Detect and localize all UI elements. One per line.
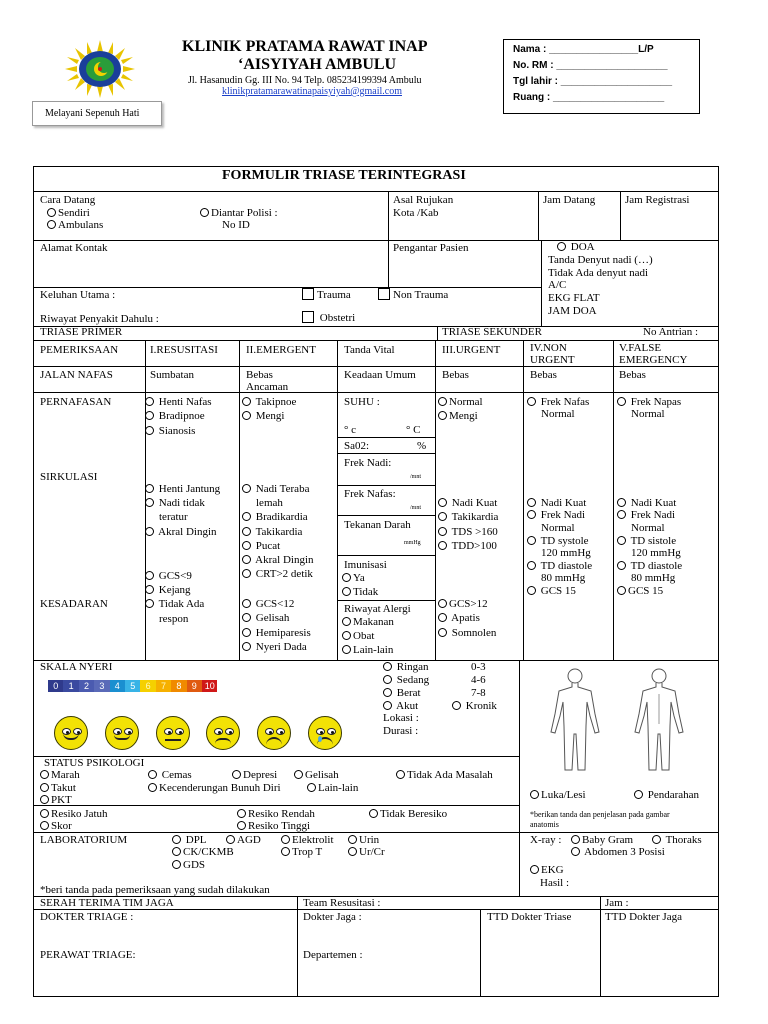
triase-sekunder-label: TRIASE SEKUNDER <box>442 326 542 338</box>
radio-icon <box>438 628 447 637</box>
ttd-dokter-jaga-label: TTD Dokter Jaga <box>605 911 682 923</box>
radio-icon <box>40 783 49 792</box>
radio-icon <box>438 527 447 536</box>
clinic-email[interactable]: klinikpratamarawatinapaisyiyah@gmail.com <box>222 86 402 97</box>
radio-icon <box>617 510 626 519</box>
option-tds-160[interactable]: TDS >160 <box>438 526 498 538</box>
radio-icon <box>527 498 536 507</box>
radio-icon <box>145 498 154 507</box>
option-gcs-15-n[interactable]: GCS 15 <box>527 585 576 597</box>
laboratorium-label: LABORATORIUM <box>40 834 128 846</box>
radio-icon <box>148 770 157 779</box>
keluhan-utama-label: Keluhan Utama : <box>40 289 116 301</box>
pain-scale-8: 8 <box>171 680 186 692</box>
option-obat[interactable]: Obat <box>342 630 374 642</box>
frek-nafas-unit: /mnt <box>410 505 422 511</box>
pain-range: 0-3 <box>471 661 486 673</box>
option-cemas[interactable]: Cemas <box>148 769 192 781</box>
option-ringan[interactable]: Ringan <box>383 661 429 673</box>
option-somnolen[interactable]: Somnolen <box>438 627 496 639</box>
patient-rm: No. RM : ____________________ <box>513 60 668 71</box>
option-tidak-ada-masalah[interactable]: Tidak Ada Masalah <box>396 769 493 781</box>
cara-datang-label: Cara Datang <box>40 194 96 206</box>
body-map-note: *berikan tanda dan penjelasan pada gambar <box>530 810 670 819</box>
option-td-diastole-f[interactable]: TD diastole <box>617 560 682 572</box>
perawat-triage-label: PERAWAT TRIAGE: <box>40 949 136 961</box>
col-pemeriksaan: PEMERIKSAAN <box>40 344 119 356</box>
col-urgent: III.URGENT <box>442 344 501 356</box>
checkbox-non-trauma[interactable]: Non Trauma <box>378 288 448 301</box>
alamat-kontak-label: Alamat Kontak <box>40 242 108 254</box>
dokter-triage-label: DOKTER TRIAGE : <box>40 911 134 923</box>
doa-line: JAM DOA <box>548 305 597 317</box>
radio-icon <box>172 847 181 856</box>
option-henti-jantung[interactable]: Henti Jantung <box>145 483 220 495</box>
radio-icon <box>242 484 251 493</box>
radio-icon <box>47 220 56 229</box>
pain-range: 4-6 <box>471 674 486 686</box>
option-td-sistole[interactable]: TD sistole <box>617 535 676 547</box>
motto: Melayani Sepenuh Hati <box>45 108 140 119</box>
option-henti-nafas[interactable]: Henti Nafas <box>145 396 212 408</box>
triase-primer-label: TRIASE PRIMER <box>40 326 123 338</box>
radio-icon <box>172 860 181 869</box>
radio-icon <box>527 510 536 519</box>
radio-icon <box>452 701 461 710</box>
radio-icon <box>438 541 447 550</box>
option-tidak-beresiko[interactable]: Tidak Beresiko <box>369 808 447 820</box>
option-nadi-kuat-f[interactable]: Nadi Kuat <box>617 497 676 509</box>
col-resusitasi: I.RESUSITASI <box>150 344 218 356</box>
col-non-urgent: IV.NON <box>530 342 567 354</box>
clinic-name-line2: ‘AISYIYAH AMBULU <box>238 56 397 73</box>
radio-icon <box>172 835 181 844</box>
radio-icon <box>348 835 357 844</box>
radio-icon <box>557 242 566 251</box>
serah-terima-label: SERAH TERIMA TIM JAGA <box>40 897 174 909</box>
radio-icon <box>242 569 251 578</box>
option-luka-lesi[interactable]: Luka/Lesi <box>530 789 586 801</box>
option-takut[interactable]: Takut <box>40 782 76 794</box>
departemen-label: Departemen : <box>303 949 363 961</box>
option-tidak-ada-respon[interactable]: Tidak Ada <box>145 598 204 610</box>
jalan-emergent: Ancaman <box>246 381 289 393</box>
option-resiko-rendah[interactable]: Resiko Rendah <box>237 808 315 820</box>
patient-tgl-lahir: Tgl lahir : ____________________ <box>513 76 673 87</box>
radio-icon <box>438 599 447 608</box>
radio-icon <box>530 865 539 874</box>
option-frek-nadi-normal-f[interactable]: Frek Nadi <box>617 509 675 521</box>
option-kronik[interactable]: Kronik <box>452 700 497 712</box>
xray-label: X-ray : <box>530 834 562 846</box>
radio-icon <box>396 770 405 779</box>
option-td-systole[interactable]: TD systole <box>527 535 589 547</box>
tekanan-darah-unit: mmHg <box>404 540 421 546</box>
pain-scale-0: 0 <box>48 680 63 692</box>
radio-icon <box>307 783 316 792</box>
radio-icon <box>232 770 241 779</box>
checkbox-icon <box>302 311 314 323</box>
option-mengi-u[interactable]: Mengi <box>438 410 478 422</box>
jalan-emergent: Bebas <box>246 369 273 381</box>
radio-icon <box>242 527 251 536</box>
doa-line: EKG FLAT <box>548 292 600 304</box>
clinic-logo <box>65 40 135 98</box>
radio-icon <box>342 631 351 640</box>
radio-icon <box>617 397 626 406</box>
option-ekg[interactable]: EKG <box>530 864 564 876</box>
option-bradikardia[interactable]: Bradikardia <box>242 511 308 523</box>
option-ur-cr[interactable]: Ur/Cr <box>348 846 385 858</box>
option-gcs-12[interactable]: GCS<12 <box>242 598 294 610</box>
pain-scale-5: 5 <box>125 680 140 692</box>
pain-scale-9: 9 <box>187 680 202 692</box>
radio-icon <box>237 821 246 830</box>
radio-icon <box>527 586 536 595</box>
radio-icon <box>527 561 536 570</box>
option-gelisah[interactable]: Gelisah <box>242 612 289 624</box>
option-baby-gram[interactable]: Baby Gram <box>571 834 633 846</box>
radio-icon <box>530 790 539 799</box>
radio-icon <box>40 821 49 830</box>
radio-icon <box>438 397 447 406</box>
radio-icon <box>571 847 580 856</box>
option-bunuh-diri[interactable]: Kecenderungan Bunuh Diri <box>148 782 281 794</box>
radio-icon <box>145 426 154 435</box>
sun-logo-icon <box>65 40 135 98</box>
radio-icon <box>242 411 251 420</box>
human-body-icon <box>527 664 707 774</box>
option-akral-dingin-e[interactable]: Akral Dingin <box>242 554 314 566</box>
frek-nafas-label: Frek Nafas: <box>344 488 396 500</box>
frek-nadi-label: Frek Nadi: <box>344 457 392 469</box>
pain-scale-3: 3 <box>94 680 109 692</box>
option-apatis[interactable]: Apatis <box>438 612 480 624</box>
option-skor[interactable]: Skor <box>40 820 72 832</box>
patient-nama: Nama : ________________L/P <box>513 44 654 55</box>
jalan-tanda-vital: Keadaan Umum <box>344 369 416 381</box>
option-label-cont: lemah <box>256 497 283 509</box>
pain-face-neutral-icon[interactable] <box>156 716 190 750</box>
option-pendarahan[interactable]: Pendarahan <box>634 789 699 801</box>
option-sianosis[interactable]: Sianosis <box>145 425 195 437</box>
jam-label: Jam : <box>605 897 629 909</box>
row-kesadaran: KESADARAN <box>40 598 108 610</box>
option-takikardia-u[interactable]: Takikardia <box>438 511 498 523</box>
suhu-unit: ° c <box>344 424 357 436</box>
body-map-note: anatomis <box>530 820 559 829</box>
jam-datang-label: Jam Datang <box>543 194 596 206</box>
doa-line: A/C <box>548 279 567 291</box>
radio-icon <box>527 536 536 545</box>
kota-kab-label: Kota /Kab <box>393 207 439 219</box>
option-ya[interactable]: Ya <box>342 572 365 584</box>
row-jalan-nafas: JALAN NAFAS <box>40 369 113 381</box>
checkbox-icon <box>378 288 390 300</box>
option-gcs-9[interactable]: GCS<9 <box>145 570 192 582</box>
radio-icon <box>242 599 251 608</box>
option-diantar-polisi[interactable]: Diantar Polisi : <box>200 207 278 219</box>
col-false-emergency: V.FALSE <box>619 342 662 354</box>
pain-scale-2: 2 <box>79 680 94 692</box>
dokter-jaga-label: Dokter Jaga : <box>303 911 362 923</box>
radio-icon <box>652 835 661 844</box>
radio-icon <box>438 498 447 507</box>
row-sirkulasi: SIRKULASI <box>40 471 98 483</box>
radio-icon <box>242 555 251 564</box>
form-frame <box>33 166 719 997</box>
ttd-dokter-triase-label: TTD Dokter Triase <box>487 911 572 923</box>
option-resiko-tinggi[interactable]: Resiko Tinggi <box>237 820 310 832</box>
clinic-address: Jl. Hasanudin Gg. III No. 94 Telp. 085234199394 Ambulu <box>188 75 422 86</box>
pain-scale-1: 1 <box>63 680 78 692</box>
radio-icon <box>281 847 290 856</box>
option-label-cont: teratur <box>159 511 188 523</box>
option-hemiparesis[interactable]: Hemiparesis <box>242 627 311 639</box>
option-marah[interactable]: Marah <box>40 769 80 781</box>
riwayat-alergi-label: Riwayat Alergi <box>344 603 411 615</box>
radio-icon <box>342 573 351 582</box>
option-resiko-jatuh[interactable]: Resiko Jatuh <box>40 808 108 820</box>
option-gcs-15-f[interactable]: GCS 15 <box>617 585 663 597</box>
option-depresi[interactable]: Depresi <box>232 769 277 781</box>
radio-icon <box>348 847 357 856</box>
jam-registrasi-label: Jam Registrasi <box>625 194 690 206</box>
durasi-label: Durasi : <box>383 725 419 737</box>
col-false-emergency: EMERGENCY <box>619 354 688 366</box>
col-tanda-vital: Tanda Vital <box>344 344 395 356</box>
radio-icon <box>148 783 157 792</box>
option-frek-napas-normal[interactable]: Frek Napas <box>617 396 681 408</box>
radio-icon <box>383 675 392 684</box>
option-takipnoe[interactable]: Takipnoe <box>242 396 296 408</box>
option-gelisah-p[interactable]: Gelisah <box>294 769 339 781</box>
option-crt[interactable]: CRT>2 detik <box>242 568 313 580</box>
form-title: FORMULIR TRIASE TERINTEGRASI <box>222 168 466 183</box>
option-pucat[interactable]: Pucat <box>242 540 280 552</box>
option-urin[interactable]: Urin <box>348 834 379 846</box>
radio-icon <box>242 628 251 637</box>
status-psikologi-label: STATUS PSIKOLOGI <box>44 757 145 769</box>
clinic-name: KLINIK PRATAMA RAWAT INAP <box>182 38 428 55</box>
radio-icon <box>40 809 49 818</box>
pain-scale-6: 6 <box>140 680 155 692</box>
option-nadi-tidak-teratur[interactable]: Nadi tidak <box>145 497 205 509</box>
radio-icon <box>145 585 154 594</box>
option-thoraks[interactable]: Thoraks <box>652 834 702 846</box>
skala-nyeri-label: SKALA NYERI <box>40 661 113 673</box>
radio-icon <box>145 599 154 608</box>
pengantar-pasien-label: Pengantar Pasien <box>393 242 469 254</box>
pain-scale-10: 10 <box>202 680 217 692</box>
radio-icon <box>242 512 251 521</box>
radio-icon <box>634 790 643 799</box>
option-label-cont: 80 mmHg <box>541 572 586 584</box>
option-makanan[interactable]: Makanan <box>342 616 394 628</box>
radio-icon <box>617 561 626 570</box>
jalan-urgent: Bebas <box>442 369 469 381</box>
option-agd[interactable]: AGD <box>226 834 261 846</box>
col-non-urgent: URGENT <box>530 354 575 366</box>
radio-icon <box>342 617 351 626</box>
doa-line: Tanda Denyut nadi (…) <box>548 254 653 266</box>
option-mengi[interactable]: Mengi <box>242 410 284 422</box>
option-tidak[interactable]: Tidak <box>342 586 378 598</box>
radio-icon <box>226 835 235 844</box>
radio-icon <box>438 613 447 622</box>
option-elektrolit[interactable]: Elektrolit <box>281 834 334 846</box>
row-pernafasan: PERNAFASAN <box>40 396 112 408</box>
radio-icon <box>40 795 49 804</box>
option-doa[interactable]: DOA <box>557 241 595 253</box>
pain-face-sad-icon[interactable] <box>206 716 240 750</box>
pain-scale-7: 7 <box>156 680 171 692</box>
option-label-cont: 120 mmHg <box>631 547 681 559</box>
option-tdd-100[interactable]: TDD>100 <box>438 540 497 552</box>
sa02-unit: % <box>417 440 427 452</box>
option-abdomen[interactable]: Abdomen 3 Posisi <box>571 846 665 858</box>
team-resusitasi-label: Team Resusitasi : <box>303 897 381 909</box>
radio-icon <box>342 587 351 596</box>
radio-icon <box>281 835 290 844</box>
option-td-diastole[interactable]: TD diastole <box>527 560 592 572</box>
radio-icon <box>242 397 251 406</box>
radio-icon <box>145 527 154 536</box>
radio-icon <box>47 208 56 217</box>
radio-icon <box>242 642 251 651</box>
radio-icon <box>145 411 154 420</box>
option-label-cont: Normal <box>541 408 575 420</box>
checkbox-obstetri[interactable]: Obstetri <box>302 311 355 324</box>
pain-face-happy-icon[interactable] <box>54 716 88 750</box>
no-antrian-label: No Antrian : <box>643 326 698 338</box>
radio-icon <box>438 512 447 521</box>
option-label-cont: Normal <box>541 522 575 534</box>
option-sendiri[interactable]: Sendiri <box>47 207 90 219</box>
radio-icon <box>242 541 251 550</box>
option-trop-t[interactable]: Trop T <box>281 846 322 858</box>
suhu-label: SUHU : <box>344 396 380 408</box>
radio-icon <box>145 484 154 493</box>
radio-icon <box>617 536 626 545</box>
imunisasi-label: Imunisasi <box>344 559 387 571</box>
no-id-label: No ID <box>222 219 250 231</box>
option-dpl[interactable]: DPL <box>172 834 207 846</box>
option-frek-nafas-normal[interactable]: Frek Nafas <box>527 396 589 408</box>
radio-icon <box>617 586 626 595</box>
radio-icon <box>369 809 378 818</box>
option-akral-dingin[interactable]: Akral Dingin <box>145 526 217 538</box>
radio-icon <box>383 662 392 671</box>
option-bradipnoe[interactable]: Bradipnoe <box>145 410 205 422</box>
radio-icon <box>242 613 251 622</box>
option-pkt[interactable]: PKT <box>40 794 72 806</box>
option-nadi-kuat-u[interactable]: Nadi Kuat <box>438 497 497 509</box>
radio-icon <box>145 397 154 406</box>
jalan-non-urgent: Bebas <box>530 369 557 381</box>
pain-face-very-sad-icon[interactable] <box>257 716 291 750</box>
option-ck-ckmb[interactable]: CK/CKMB <box>172 846 234 858</box>
radio-icon <box>383 701 392 710</box>
option-label-cont: Normal <box>631 408 665 420</box>
pain-face-crying-icon[interactable] <box>308 716 342 750</box>
patient-ruang: Ruang : ____________________ <box>513 92 665 103</box>
pain-scale-4: 4 <box>110 680 125 692</box>
jalan-false: Bebas <box>619 369 646 381</box>
tekanan-darah-label: Tekanan Darah <box>344 519 411 531</box>
option-takikardia[interactable]: Takikardia <box>242 526 302 538</box>
option-normal[interactable]: Normal <box>438 396 483 408</box>
radio-icon <box>145 571 154 580</box>
radio-icon <box>40 770 49 779</box>
option-berat[interactable]: Berat <box>383 687 421 699</box>
radio-icon <box>383 688 392 697</box>
jalan-resusitasi: Sumbatan <box>150 369 194 381</box>
option-kejang[interactable]: Kejang <box>145 584 191 596</box>
option-gcs-12-u[interactable]: GCS>12 <box>438 598 488 610</box>
radio-icon <box>617 498 626 507</box>
suhu-unit: ° C <box>406 424 421 436</box>
option-frek-nadi-normal[interactable]: Frek Nadi <box>527 509 585 521</box>
body-map[interactable] <box>527 664 707 774</box>
lab-note: *beri tanda pada pemeriksaan yang sudah dilakukan <box>40 884 270 896</box>
lokasi-label: Lokasi : <box>383 712 419 724</box>
radio-icon <box>342 645 351 654</box>
option-ambulans[interactable]: Ambulans <box>47 219 103 231</box>
frek-nadi-unit: /mnt <box>410 474 422 480</box>
option-label-cont: 80 mmHg <box>631 572 676 584</box>
hasil-label: Hasil : <box>540 877 570 889</box>
option-gds[interactable]: GDS <box>172 859 205 871</box>
sa02-label: Sa02: <box>344 440 370 452</box>
radio-icon <box>294 770 303 779</box>
option-nadi-kuat-n[interactable]: Nadi Kuat <box>527 497 586 509</box>
option-label-cont: 120 mmHg <box>541 547 591 559</box>
radio-icon <box>200 208 209 217</box>
option-nadi-teraba-lemah[interactable]: Nadi Teraba <box>242 483 309 495</box>
radio-icon <box>571 835 580 844</box>
patient-id-box <box>503 39 700 114</box>
option-lain-lain-p[interactable]: Lain-lain <box>307 782 358 794</box>
checkbox-icon <box>302 288 314 300</box>
pain-face-mild-icon[interactable] <box>105 716 139 750</box>
option-label-cont: Normal <box>631 522 665 534</box>
radio-icon <box>237 809 246 818</box>
pain-range: 7-8 <box>471 687 486 699</box>
asal-rujukan-label: Asal Rujukan <box>393 194 454 206</box>
option-nyeri-dada[interactable]: Nyeri Dada <box>242 641 307 653</box>
riwayat-penyakit-label: Riwayat Penyakit Dahulu : <box>40 313 159 325</box>
option-sedang[interactable]: Sedang <box>383 674 429 686</box>
doa-line: Tidak Ada denyut nadi <box>548 267 649 279</box>
option-label-cont: respon <box>159 613 189 625</box>
checkbox-trauma[interactable]: Trauma <box>302 288 351 301</box>
option-lain-lain[interactable]: Lain-lain <box>342 644 393 656</box>
radio-icon <box>527 397 536 406</box>
radio-icon <box>438 411 447 420</box>
col-emergent: II.EMERGENT <box>246 344 316 356</box>
option-akut[interactable]: Akut <box>383 700 418 712</box>
motto-box <box>32 101 162 126</box>
